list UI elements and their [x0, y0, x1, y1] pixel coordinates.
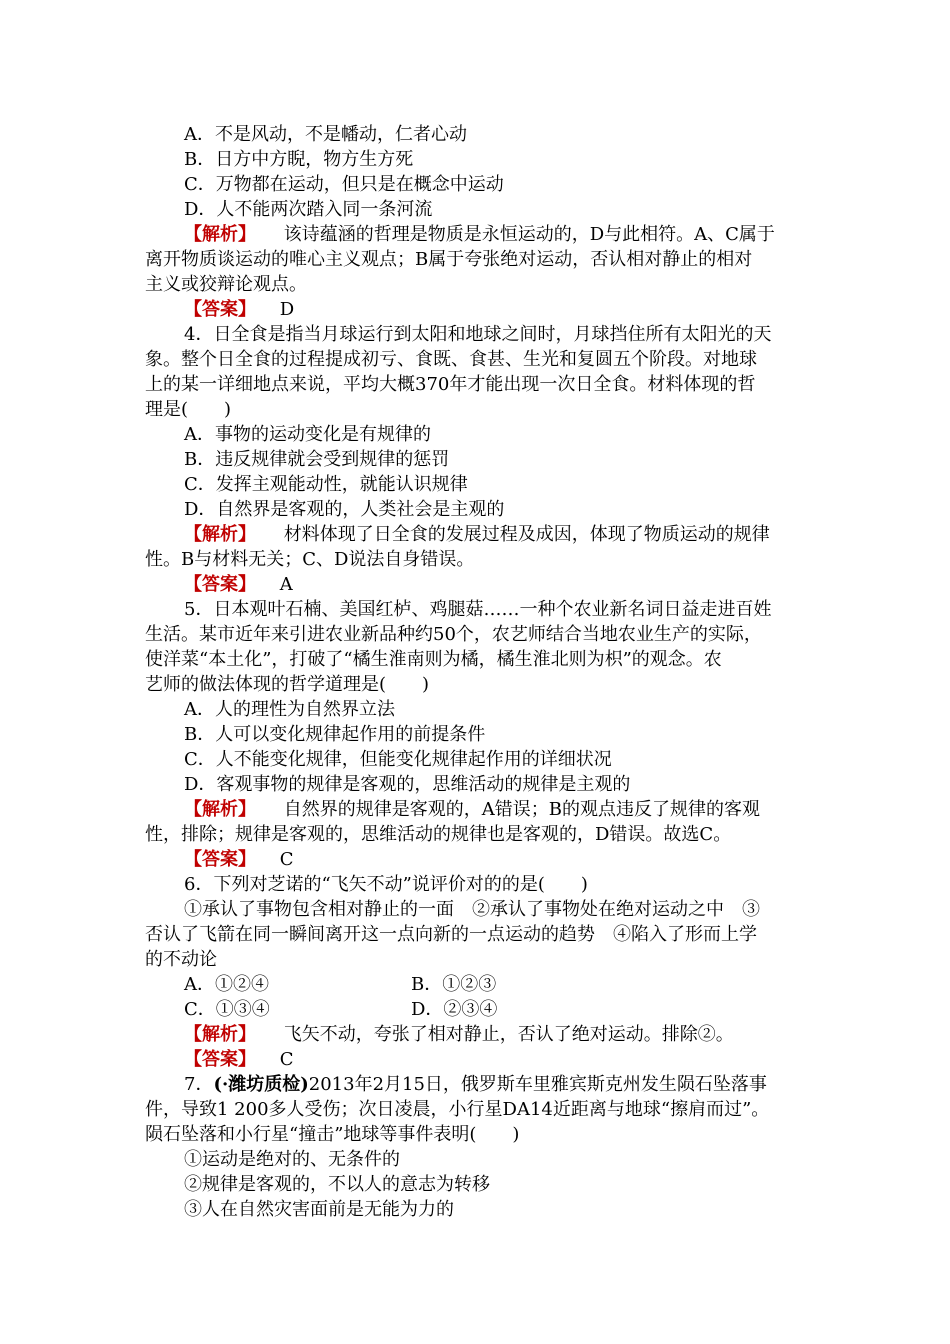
q3-answer-line — [184, 298, 294, 323]
q4-answer: A — [279, 574, 293, 595]
q6-option-b: B．①②③ — [411, 974, 497, 995]
q7-stem-1 — [184, 1073, 767, 1098]
answer-label: 【答案】 — [184, 299, 256, 320]
q4-stem-1: 4．日全食是指当月球运行到太阳和地球之间时，月球挡住所有太阳光的天 — [184, 324, 772, 345]
q3-option-d: D．人不能两次踏入同一条河流 — [184, 199, 433, 220]
analysis-label: 【解析】 — [184, 1024, 256, 1045]
q5-stem-1: 5．日本观叶石楠、美国红栌、鸡腿菇……一种个农业新名词日益走进百姓 — [184, 599, 772, 620]
answer-label: 【答案】 — [184, 574, 256, 595]
q7-source: (·潍坊质检) — [213, 1074, 309, 1095]
q4-analysis-line-2: 性。B与材料无关；C、D说法自身错误。 — [145, 549, 475, 570]
q7-number: 7． — [184, 1074, 214, 1095]
q4-analysis-line — [184, 523, 770, 548]
q3-analysis-text: 该诗蕴涵的哲理是物质是永恒运动的，D与此相符。A、C属于 — [283, 224, 775, 245]
q5-stem-3: 使洋菜“本土化”，打破了“橘生淮南则为橘，橘生淮北则为枳”的观念。农 — [145, 649, 722, 670]
q7-item-2: ②规律是客观的，不以人的意志为转移 — [184, 1174, 490, 1195]
q3-option-c: C．万物都在运动，但只是在概念中运动 — [184, 174, 504, 195]
q4-option-c: C．发挥主观能动性，就能认识规律 — [184, 474, 468, 495]
q6-analysis-text: 飞矢不动，夸张了相对静止，否认了绝对运动。排除②。 — [283, 1024, 734, 1045]
q5-answer-line — [184, 848, 294, 873]
analysis-label: 【解析】 — [184, 799, 256, 820]
q5-analysis-line-2: 性，排除；规律是客观的，思维活动的规律也是客观的，D错误。故选C。 — [145, 824, 732, 845]
q4-option-a: A．事物的运动变化是有规律的 — [184, 424, 431, 445]
q3-option-a: A．不是风动，不是幡动，仁者心动 — [184, 124, 467, 145]
q6-answer-line — [184, 1048, 294, 1073]
q5-answer: C — [279, 849, 294, 870]
q3-analysis-line — [184, 223, 775, 248]
q6-stem-2: ①承认了事物包含相对静止的一面 ②承认了事物处在绝对运动之中 ③ — [184, 899, 760, 920]
q5-option-a: A．人的理性为自然界立法 — [184, 699, 395, 720]
q7-stem-text: 2013年2月15日，俄罗斯车里雅宾斯克州发生陨石坠落事 — [308, 1074, 767, 1095]
q6-stem-1: 6．下列对芝诺的“飞矢不动”说评价对的的是( ) — [184, 874, 588, 895]
q6-stem-4: 的不动论 — [145, 949, 217, 970]
q7-stem-2: 件，导致1 200多人受伤；次日凌晨，小行星DA14近距离与地球“擦肩而过”。 — [145, 1099, 770, 1120]
q4-option-b: B．违反规律就会受到规律的惩罚 — [184, 449, 450, 470]
q6-option-c: C．①③④ — [184, 999, 270, 1020]
q4-analysis-text: 材料体现了日全食的发展过程及成因，体现了物质运动的规律 — [283, 524, 770, 545]
q3-analysis-line-3: 主义或狡辩论观点。 — [145, 274, 307, 295]
q6-option-d: D．②③④ — [411, 999, 498, 1020]
q5-analysis-text: 自然界的规律是客观的，A错误；B的观点违反了规律的客观 — [283, 799, 760, 820]
q4-stem-3: 上的某一详细地点来说，平均大概370年才能出现一次日全食。材料体现的哲 — [145, 374, 756, 395]
q6-analysis-line — [184, 1023, 734, 1048]
q5-stem-2: 生活。某市近年来引进农业新品种约50个，农艺师结合当地农业生产的实际， — [145, 624, 762, 645]
analysis-label: 【解析】 — [184, 224, 256, 245]
analysis-label: 【解析】 — [184, 524, 256, 545]
answer-label: 【答案】 — [184, 849, 256, 870]
q3-analysis-line-2: 离开物质谈运动的唯心主义观点；B属于夸张绝对运动，否认相对静止的相对 — [145, 249, 753, 270]
q4-option-d: D．自然界是客观的，人类社会是主观的 — [184, 499, 505, 520]
q5-analysis-line — [184, 798, 760, 823]
q4-stem-4: 理是( ) — [145, 399, 232, 420]
q5-stem-4: 艺师的做法体现的哲学道理是( ) — [145, 674, 430, 695]
q7-stem-3: 陨石坠落和小行星“撞击”地球等事件表明( ) — [145, 1124, 520, 1145]
q5-option-b: B．人可以变化规律起作用的前提条件 — [184, 724, 486, 745]
q4-stem-2: 象。整个日全食的过程提成初亏、食既、食甚、生光和复圆五个阶段。对地球 — [145, 349, 757, 370]
q6-stem-3: 否认了飞箭在同一瞬间离开这一点向新的一点运动的趋势 ④陷入了形而上学 — [145, 924, 757, 945]
q3-answer: D — [279, 299, 295, 320]
q7-item-1: ①运动是绝对的、无条件的 — [184, 1149, 400, 1170]
q6-answer: C — [279, 1049, 294, 1070]
answer-label: 【答案】 — [184, 1049, 256, 1070]
q7-item-3: ③人在自然灾害面前是无能为力的 — [184, 1199, 454, 1220]
q6-option-a: A．①②④ — [184, 974, 269, 995]
q5-option-c: C．人不能变化规律，但能变化规律起作用的详细状况 — [184, 749, 612, 770]
q3-option-b: B．日方中方睨，物方生方死 — [184, 149, 414, 170]
q5-option-d: D．客观事物的规律是客观的，思维活动的规律是主观的 — [184, 774, 631, 795]
q4-answer-line — [184, 573, 293, 598]
